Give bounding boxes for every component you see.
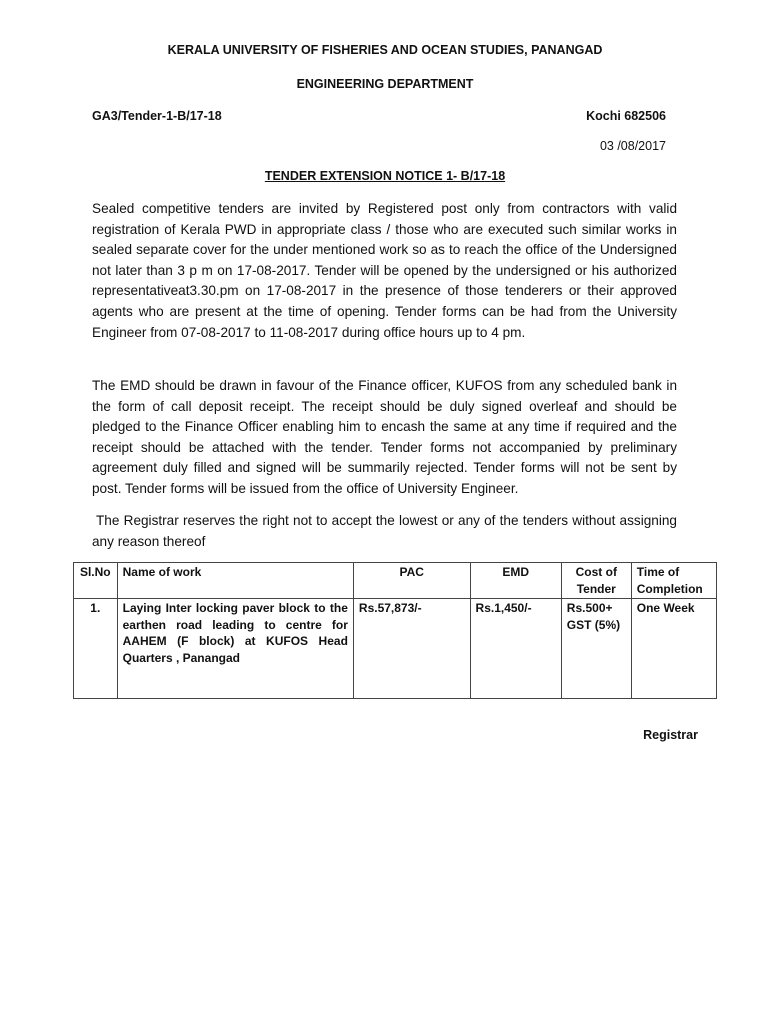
paragraph-invitation: Sealed competitive tenders are invited by Registered post only from contractors with valid registration of Kerala PWD in appropriate class / those who are executed such similar works in sealed separate cover for the under mentioned work so as to reach the office of the Undersigned not later than 3 p m on 17-08-2017. Tender will be opened by the undersigned or his authorized representativeat3.30.pm on 17-08-2017 in the presence of those tenderers or their approved agents who are present at the time of opening. Tender forms can be had from the University Engineer from 07-08-2017 to 11-08-2017 during office hours up to 4 pm. — [92, 201, 677, 340]
department-name: ENGINEERING DEPARTMENT — [296, 77, 474, 91]
cell-name-of-work: Laying Inter locking paver block to the earthen road leading to centre for AAHEM (F block) at KUFOS Head Quarters , Panangad — [117, 599, 353, 699]
header-cost-of-tender: Cost of Tender — [561, 563, 631, 599]
signatory: Registrar — [643, 728, 698, 742]
cell-pac: Rs.57,873/- — [353, 599, 470, 699]
header-pac: PAC — [353, 563, 470, 599]
cell-emd: Rs.1,450/- — [470, 599, 561, 699]
place: Kochi 682506 — [586, 109, 666, 123]
table-header-row — [74, 563, 717, 599]
tender-table — [73, 562, 717, 699]
notice-title: TENDER EXTENSION NOTICE 1- B/17-18 — [264, 169, 506, 183]
paragraph-emd: The EMD should be drawn in favour of the Finance officer, KUFOS from any scheduled bank in the form of call deposit receipt. The receipt should be duly signed overleaf and should be pledged to the Finance Officer enabling him to encash the same at any time if required and the receipt should be attached with the tender. Tender forms not accompanied by preliminary agreement duly filled and signed will be summarily rejected. Tender forms will not be sent by post. Tender forms will be issued from the office of University Engineer. — [92, 378, 677, 496]
table-row — [74, 599, 717, 699]
reference-number: GA3/Tender-1-B/17-18 — [92, 109, 222, 123]
cell-cost-of-tender: Rs.500+ GST (5%) — [561, 599, 631, 699]
header-emd: EMD — [470, 563, 561, 599]
header-name-of-work: Name of work — [117, 563, 353, 599]
header-time-of-completion: Time of Completion — [631, 563, 716, 599]
notice-date: 03 /08/2017 — [599, 139, 666, 153]
university-name: KERALA UNIVERSITY OF FISHERIES AND OCEAN STUDIES, PANANGAD — [167, 43, 603, 57]
header-sl-no: Sl.No — [74, 563, 118, 599]
paragraph-reservation: The Registrar reserves the right not to accept the lowest or any of the tenders without assigning any reason thereof — [92, 513, 677, 549]
cell-time-of-completion: One Week — [631, 599, 716, 699]
cell-sl-no: 1. — [74, 599, 118, 699]
